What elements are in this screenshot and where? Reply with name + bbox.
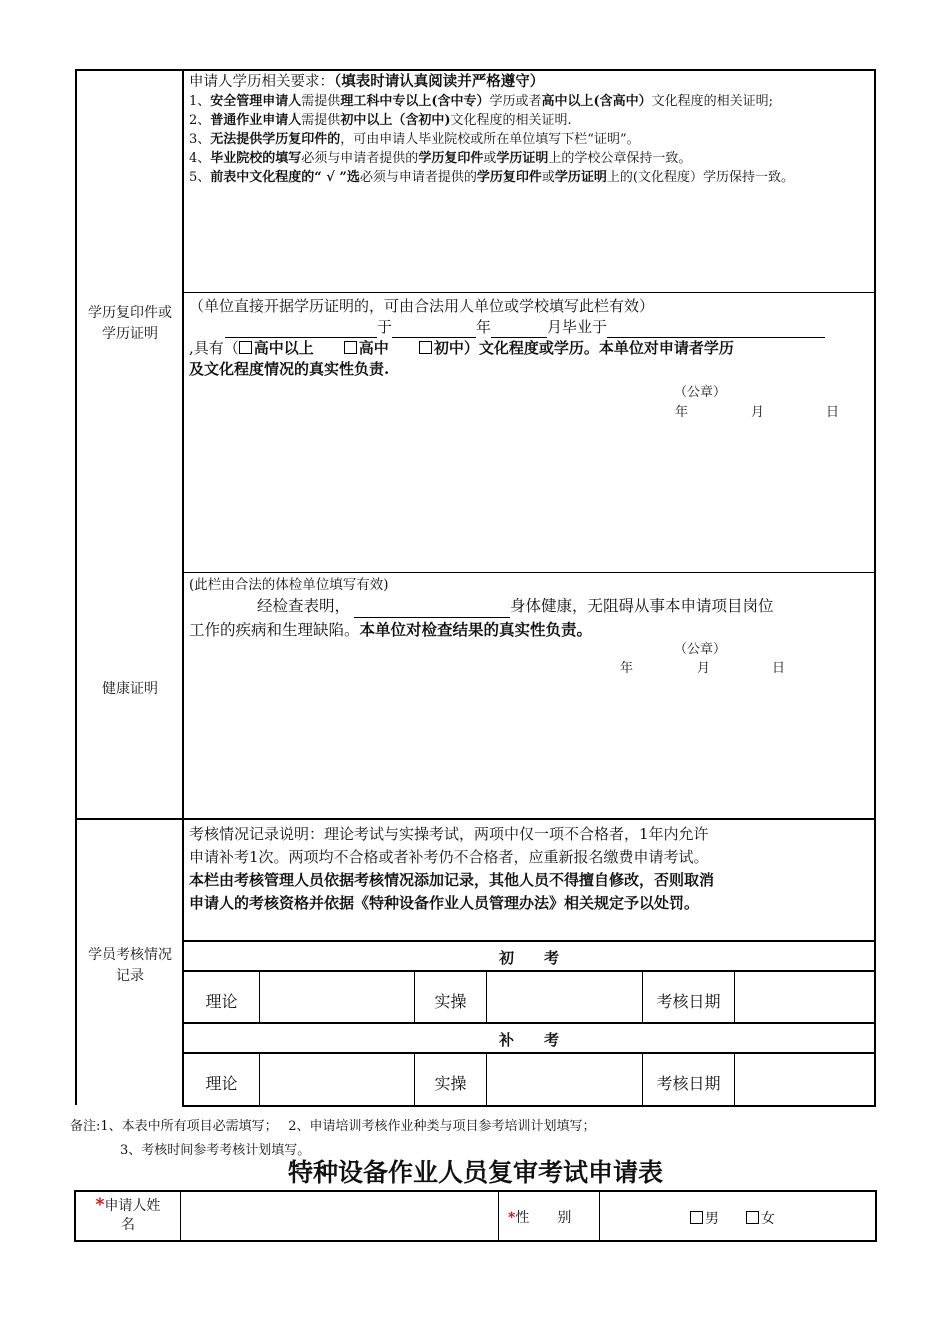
gender-label: *性 别 xyxy=(508,1210,572,1226)
checkbox-junior-high[interactable] xyxy=(419,341,432,354)
initial-theory-score[interactable] xyxy=(260,972,414,1022)
row-divider-health xyxy=(182,572,876,573)
initial-date-label: 考核日期 xyxy=(656,992,721,1011)
initial-practice-label: 实操 xyxy=(434,992,467,1011)
footnote-line-1: 备注:1、本表中所有项目必需填写； 2、申请培训考核作业种类与项目参考培训计划填写； xyxy=(70,1119,596,1134)
exam-grid-line-1 xyxy=(182,940,876,942)
school-name-blank[interactable] xyxy=(225,321,377,338)
footnote-line-2: 3、考核时间参考考核计划填写。 xyxy=(120,1143,311,1158)
month-blank[interactable] xyxy=(491,321,547,338)
retake-theory-score[interactable] xyxy=(260,1054,414,1104)
checkbox-high-school[interactable] xyxy=(344,341,357,354)
form2-divider xyxy=(599,1190,600,1242)
table-left-border xyxy=(75,69,77,1105)
form2-bottom-border xyxy=(74,1240,877,1242)
table-bottom-border-right xyxy=(182,1105,876,1107)
graduated-school-blank[interactable] xyxy=(607,321,825,338)
checkbox-female[interactable] xyxy=(746,1211,759,1224)
required-star: * xyxy=(95,1195,105,1215)
education-date-day: 日 xyxy=(826,405,840,420)
education-cert-responsibility: 及文化程度情况的真实性负责. xyxy=(189,360,390,378)
health-seal: （公章） xyxy=(674,642,727,657)
education-certificate xyxy=(189,296,873,380)
examinee-name-blank[interactable] xyxy=(354,601,510,618)
initial-date-value[interactable] xyxy=(735,972,874,1022)
health-cert-line2: 工作的疾病和生理缺陷。本单位对检查结果的真实性负责。 xyxy=(189,620,593,639)
required-star: * xyxy=(508,1210,516,1226)
health-date-day: 日 xyxy=(772,661,786,676)
exam-grid-line-3 xyxy=(182,1022,876,1024)
retake-practice-label: 实操 xyxy=(434,1074,467,1093)
requirement-item-5: 5、前表中文化程度的“ √ ”选必须与申请者提供的学历复印件或学历证明上的(文化程度）学历保持一致。 xyxy=(189,170,794,185)
exam-description: 考核情况记录说明：理论考试与实操考试，两项中仅一项不合格者，1年内允许 申请补考1次。两项均不合格或者补考仍不合格者，应重新报名缴费申请考试。 本栏由考核管理人员依据考核情况添加记录，其他人员不得擅自修改，否则取消 申请人的考核资格并依据《特种设备作业人员管理办法》相关规定予以处罚。 xyxy=(189,825,715,912)
health-section-label: 健康证明 xyxy=(102,681,158,697)
education-section-label: 学历复印件或学历证明 xyxy=(88,305,172,342)
initial-theory-label: 理论 xyxy=(205,992,238,1011)
checkbox-male[interactable] xyxy=(690,1211,703,1224)
year-blank[interactable] xyxy=(392,321,476,338)
health-cert-line1: 经检查表明， 身体健康，无阻碍从事本申请项目岗位 xyxy=(189,595,873,618)
health-date-year: 年 xyxy=(620,661,634,676)
applicant-name-field[interactable] xyxy=(181,1192,498,1240)
retake-date-value[interactable] xyxy=(735,1054,874,1104)
requirement-item-1: 1、安全管理申请人需提供理工科中专以上(含中专）学历或者高中以上(含高中）文化程度的相关证明; xyxy=(189,94,774,109)
initial-practice-score[interactable] xyxy=(487,972,642,1022)
row-divider-exam xyxy=(75,818,876,820)
education-level-line: ,具有（ 高中以上 高中 初中）文化程度或学历。本单位对申请者学历 xyxy=(189,339,734,357)
health-cert-note: (此栏由合法的体检单位填写有效) xyxy=(189,577,389,593)
education-seal: （公章） xyxy=(674,385,727,400)
retake-theory-label: 理论 xyxy=(205,1074,238,1093)
retake-date-label: 考核日期 xyxy=(656,1074,721,1093)
requirement-item-4: 4、毕业院校的填写必须与申请者提供的学历复印件或学历证明上的学校公章保持一致。 xyxy=(189,151,692,166)
form-title: 特种设备作业人员复审考试申请表 xyxy=(287,1158,663,1187)
retake-exam-header: 补 考 xyxy=(498,1031,559,1049)
retake-practice-score[interactable] xyxy=(487,1054,642,1104)
form2-divider xyxy=(498,1190,499,1242)
requirement-item-2: 2、普通作业申请人需提供初中以上（含初中)文化程度的相关证明. xyxy=(189,113,572,128)
female-label: 女 xyxy=(760,1211,775,1227)
male-label: 男 xyxy=(705,1211,719,1227)
checkbox-high-school-above[interactable] xyxy=(239,341,252,354)
applicant-name-label: *申请人姓 名 xyxy=(95,1195,161,1233)
education-requirements xyxy=(189,72,873,187)
health-date-month: 月 xyxy=(697,661,711,676)
table-right-border xyxy=(874,69,876,1107)
education-cert-note: （单位直接开据学历证明的，可由合法用人单位或学校填写此栏有效） xyxy=(189,297,655,315)
requirements-heading: 申请人学历相关要求：（填表时请认真阅读并严格遵守） xyxy=(189,73,545,90)
education-date-year: 年 xyxy=(675,405,689,420)
exam-section-label: 学员考核情况记录 xyxy=(88,947,172,984)
form2-right-border xyxy=(875,1190,877,1242)
requirement-item-3: 3、无法提供学历复印件的，可由申请人毕业院校或所在单位填写下栏“证明”。 xyxy=(189,132,640,147)
row-divider-education xyxy=(182,292,876,293)
gender-options xyxy=(690,1208,775,1228)
education-date-month: 月 xyxy=(751,405,765,420)
education-cert-fill-line: 于 年 月毕业于 xyxy=(189,317,873,338)
initial-exam-header: 初 考 xyxy=(498,949,559,967)
table-top-border xyxy=(75,69,876,71)
health-certificate xyxy=(189,576,873,642)
